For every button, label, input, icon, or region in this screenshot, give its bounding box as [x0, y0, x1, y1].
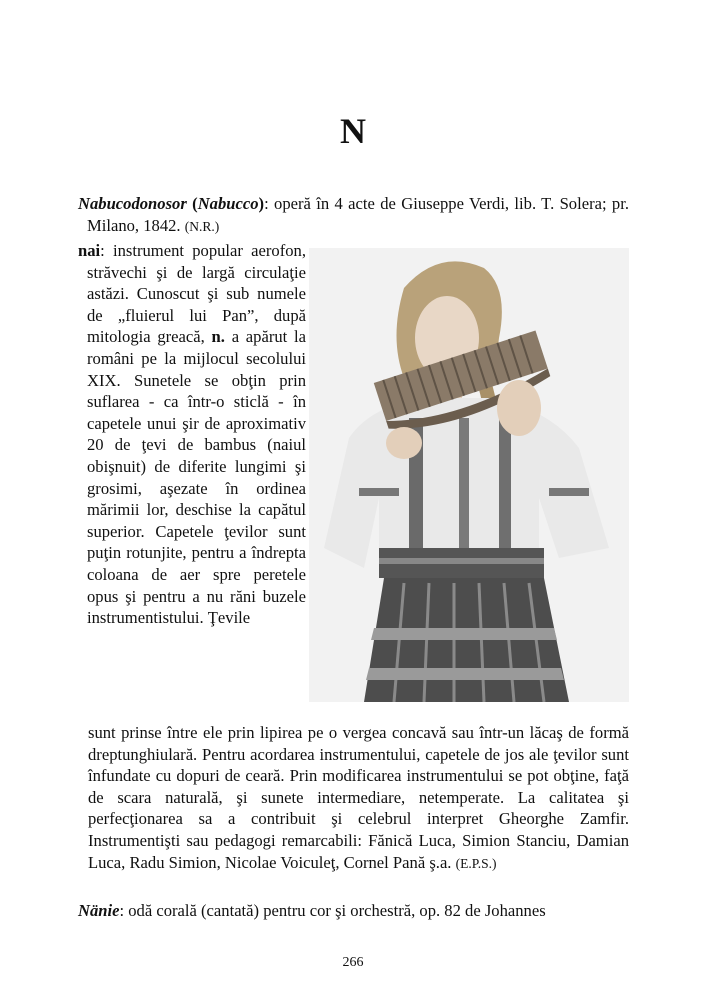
entry-headword: Nabucodonosor [78, 194, 187, 213]
entry-text: : odă corală (cantată) pentru cor şi orchestră, op. 82 de Johannes [119, 901, 546, 920]
paren-close: ) [258, 194, 265, 213]
entry-nabucco [78, 193, 629, 237]
paren-open: ( [186, 194, 198, 213]
page-number: 266 [342, 955, 364, 970]
entry-text-cont: a apărut la români pe la mijlocul secolului XIX. Sunetele se obţin prin suflarea - ca într-o sticlă - în capetele unui şir de aproximativ 20 de ţevi de bambus (naiul obişnuit) de diferite lungimi şi grosimi, aşezate în ordinea mărimii lor, deschise la capătul superior. Capetele ţevilor sunt puţin rotunjite, pentru a îndrepta coloana de aer spre peretele opus şi pentru a nu răni buzele instrumentistului. Ţevile [87, 327, 306, 628]
entry-source: (N.R.) [184, 218, 220, 234]
entry-source: (E.P.S.) [455, 855, 497, 871]
section-letter: N [340, 111, 366, 151]
entry-headword: Nänie [78, 901, 120, 920]
entry-nanie [78, 900, 629, 922]
entry-text: : operă în 4 acte de Giuseppe Verdi, lib. T. Solera; pr. Milano, 1842. [87, 194, 629, 235]
entry-headword: nai [78, 241, 101, 260]
nai-column [78, 240, 306, 629]
nai-player-illustration [309, 248, 629, 702]
entry-headword-alt: Nabucco [197, 194, 259, 213]
abbreviation: n. [211, 327, 225, 347]
entry-text: : instrument popular aerofon, străvechi şi de largă circulaţie astăzi. Cunoscut şi sub numele de „fluierul lui Pan”, după mitologia greacă, [87, 241, 306, 347]
entry-text: sunt prinse între ele prin lipirea pe o vergea concavă sau într-un lăcaş de formă dreptunghiulară. Pentru acordarea instrumentului, capetele de jos ale ţevilor sunt înfundate cu dopuri de ceară. Prin modificarea instrumentului se pot obţine, faţă de scara naturală, şi sunete intermediare, netemperate. La calitatea şi perfecţionarea sa a contribuit şi celebrul interpret Gheorghe Zamfir. Instrumentişti sau pedagogi remarcabili: Fănică Luca, Simion Stanciu, Damian Luca, Radu Simion, Nicolae Voiculeţ, Cornel Pană ş.a. [88, 723, 629, 872]
photo-nai-player [309, 248, 629, 702]
entry-nai-continued [88, 722, 629, 874]
